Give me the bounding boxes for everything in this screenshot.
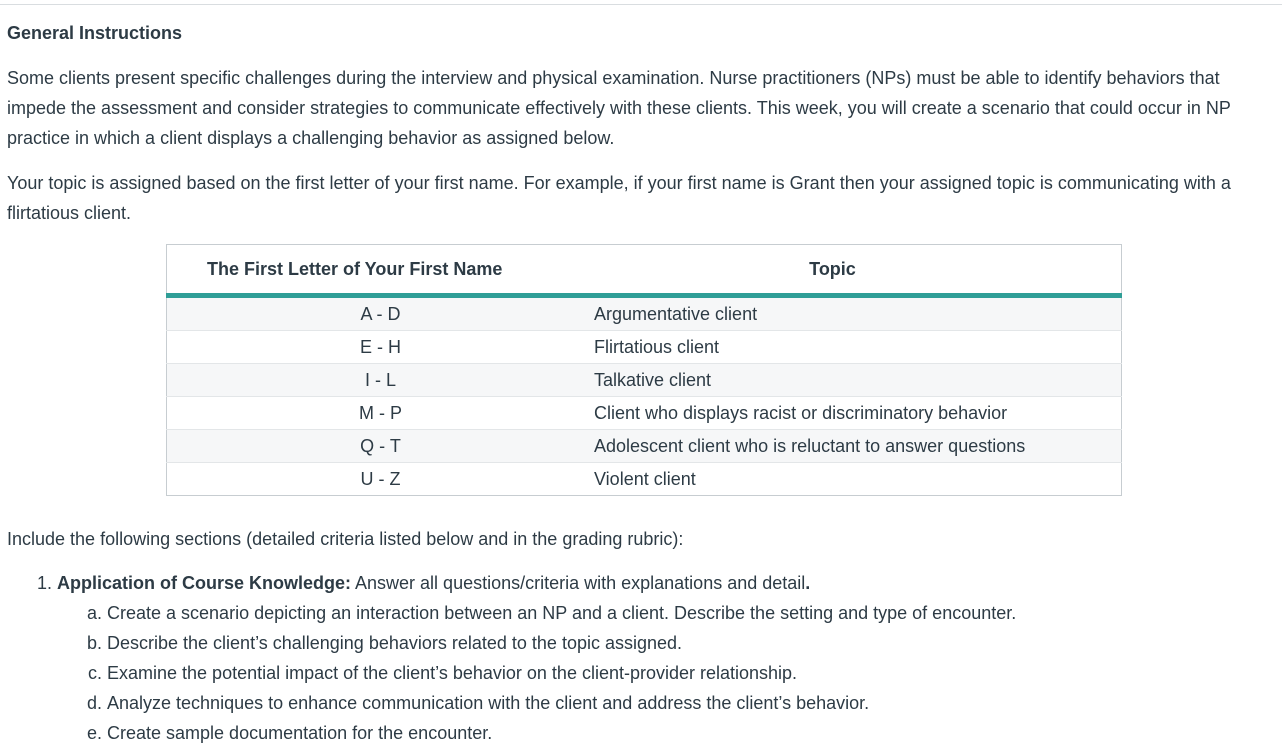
- section-end-punctuation: .: [805, 573, 811, 593]
- criteria-item: e. Create sample documentation for the encounter.: [107, 718, 1279, 747]
- criteria-list: [57, 598, 1279, 747]
- table-row: [167, 463, 1122, 496]
- table-row: [167, 296, 1122, 331]
- letter-range: I - L: [167, 364, 595, 397]
- header-topic: Topic: [594, 245, 1122, 296]
- topic-cell: Client who displays racist or discriminatory behavior: [594, 397, 1122, 430]
- criteria-item: b. Describe the client’s challenging behaviors related to the topic assigned.: [107, 628, 1279, 658]
- topic-cell: Adolescent client who is reluctant to answer questions: [594, 430, 1122, 463]
- letter-range: M - P: [167, 397, 595, 430]
- assignment-content: [7, 18, 1279, 747]
- sections-list: [7, 568, 1279, 747]
- topic-table-container: [166, 244, 1122, 496]
- section-heading: General Instructions: [7, 23, 183, 43]
- topic-table: [166, 244, 1122, 496]
- include-sections-paragraph: Include the following sections (detailed criteria listed below and in the grading rubric):: [7, 529, 684, 549]
- table-row: [167, 331, 1122, 364]
- criteria-item: a. Create a scenario depicting an interaction between an NP and a client. Describe the setting and type of encounter.: [107, 598, 1279, 628]
- table-header-row: [167, 245, 1122, 296]
- letter-range: U - Z: [167, 463, 595, 496]
- section-title: Application of Course Knowledge:: [57, 573, 352, 593]
- table-row: [167, 430, 1122, 463]
- topic-cell: Argumentative client: [594, 296, 1122, 331]
- letter-range: E - H: [167, 331, 595, 364]
- topic-cell: Talkative client: [594, 364, 1122, 397]
- criteria-item: c. Examine the potential impact of the client’s behavior on the client-provider relationship.: [107, 658, 1279, 688]
- table-row: [167, 397, 1122, 430]
- letter-range: Q - T: [167, 430, 595, 463]
- header-first-letter: The First Letter of Your First Name: [167, 245, 595, 296]
- topic-cell: Violent client: [594, 463, 1122, 496]
- topic-cell: Flirtatious client: [594, 331, 1122, 364]
- section-description: Answer all questions/criteria with explanations and detail: [351, 573, 806, 593]
- topic-assignment-paragraph: Your topic is assigned based on the first letter of your first name. For example, if your first name is Grant then your assigned topic is communicating with a flirtatious client.: [7, 173, 1231, 223]
- intro-paragraph: Some clients present specific challenges during the interview and physical examination. Nurse practitioners (NPs) must be able to identify behaviors that impede the assessment and consider strategies to communicate effectively with these clients. This week, you will create a scenario that could occur in NP practice in which a client displays a challenging behavior as assigned below.: [7, 68, 1231, 148]
- top-divider: [0, 4, 1282, 5]
- section-item-application: [57, 568, 1279, 747]
- table-row: [167, 364, 1122, 397]
- criteria-item: d. Analyze techniques to enhance communication with the client and address the client’s behavior.: [107, 688, 1279, 718]
- letter-range: A - D: [167, 296, 595, 331]
